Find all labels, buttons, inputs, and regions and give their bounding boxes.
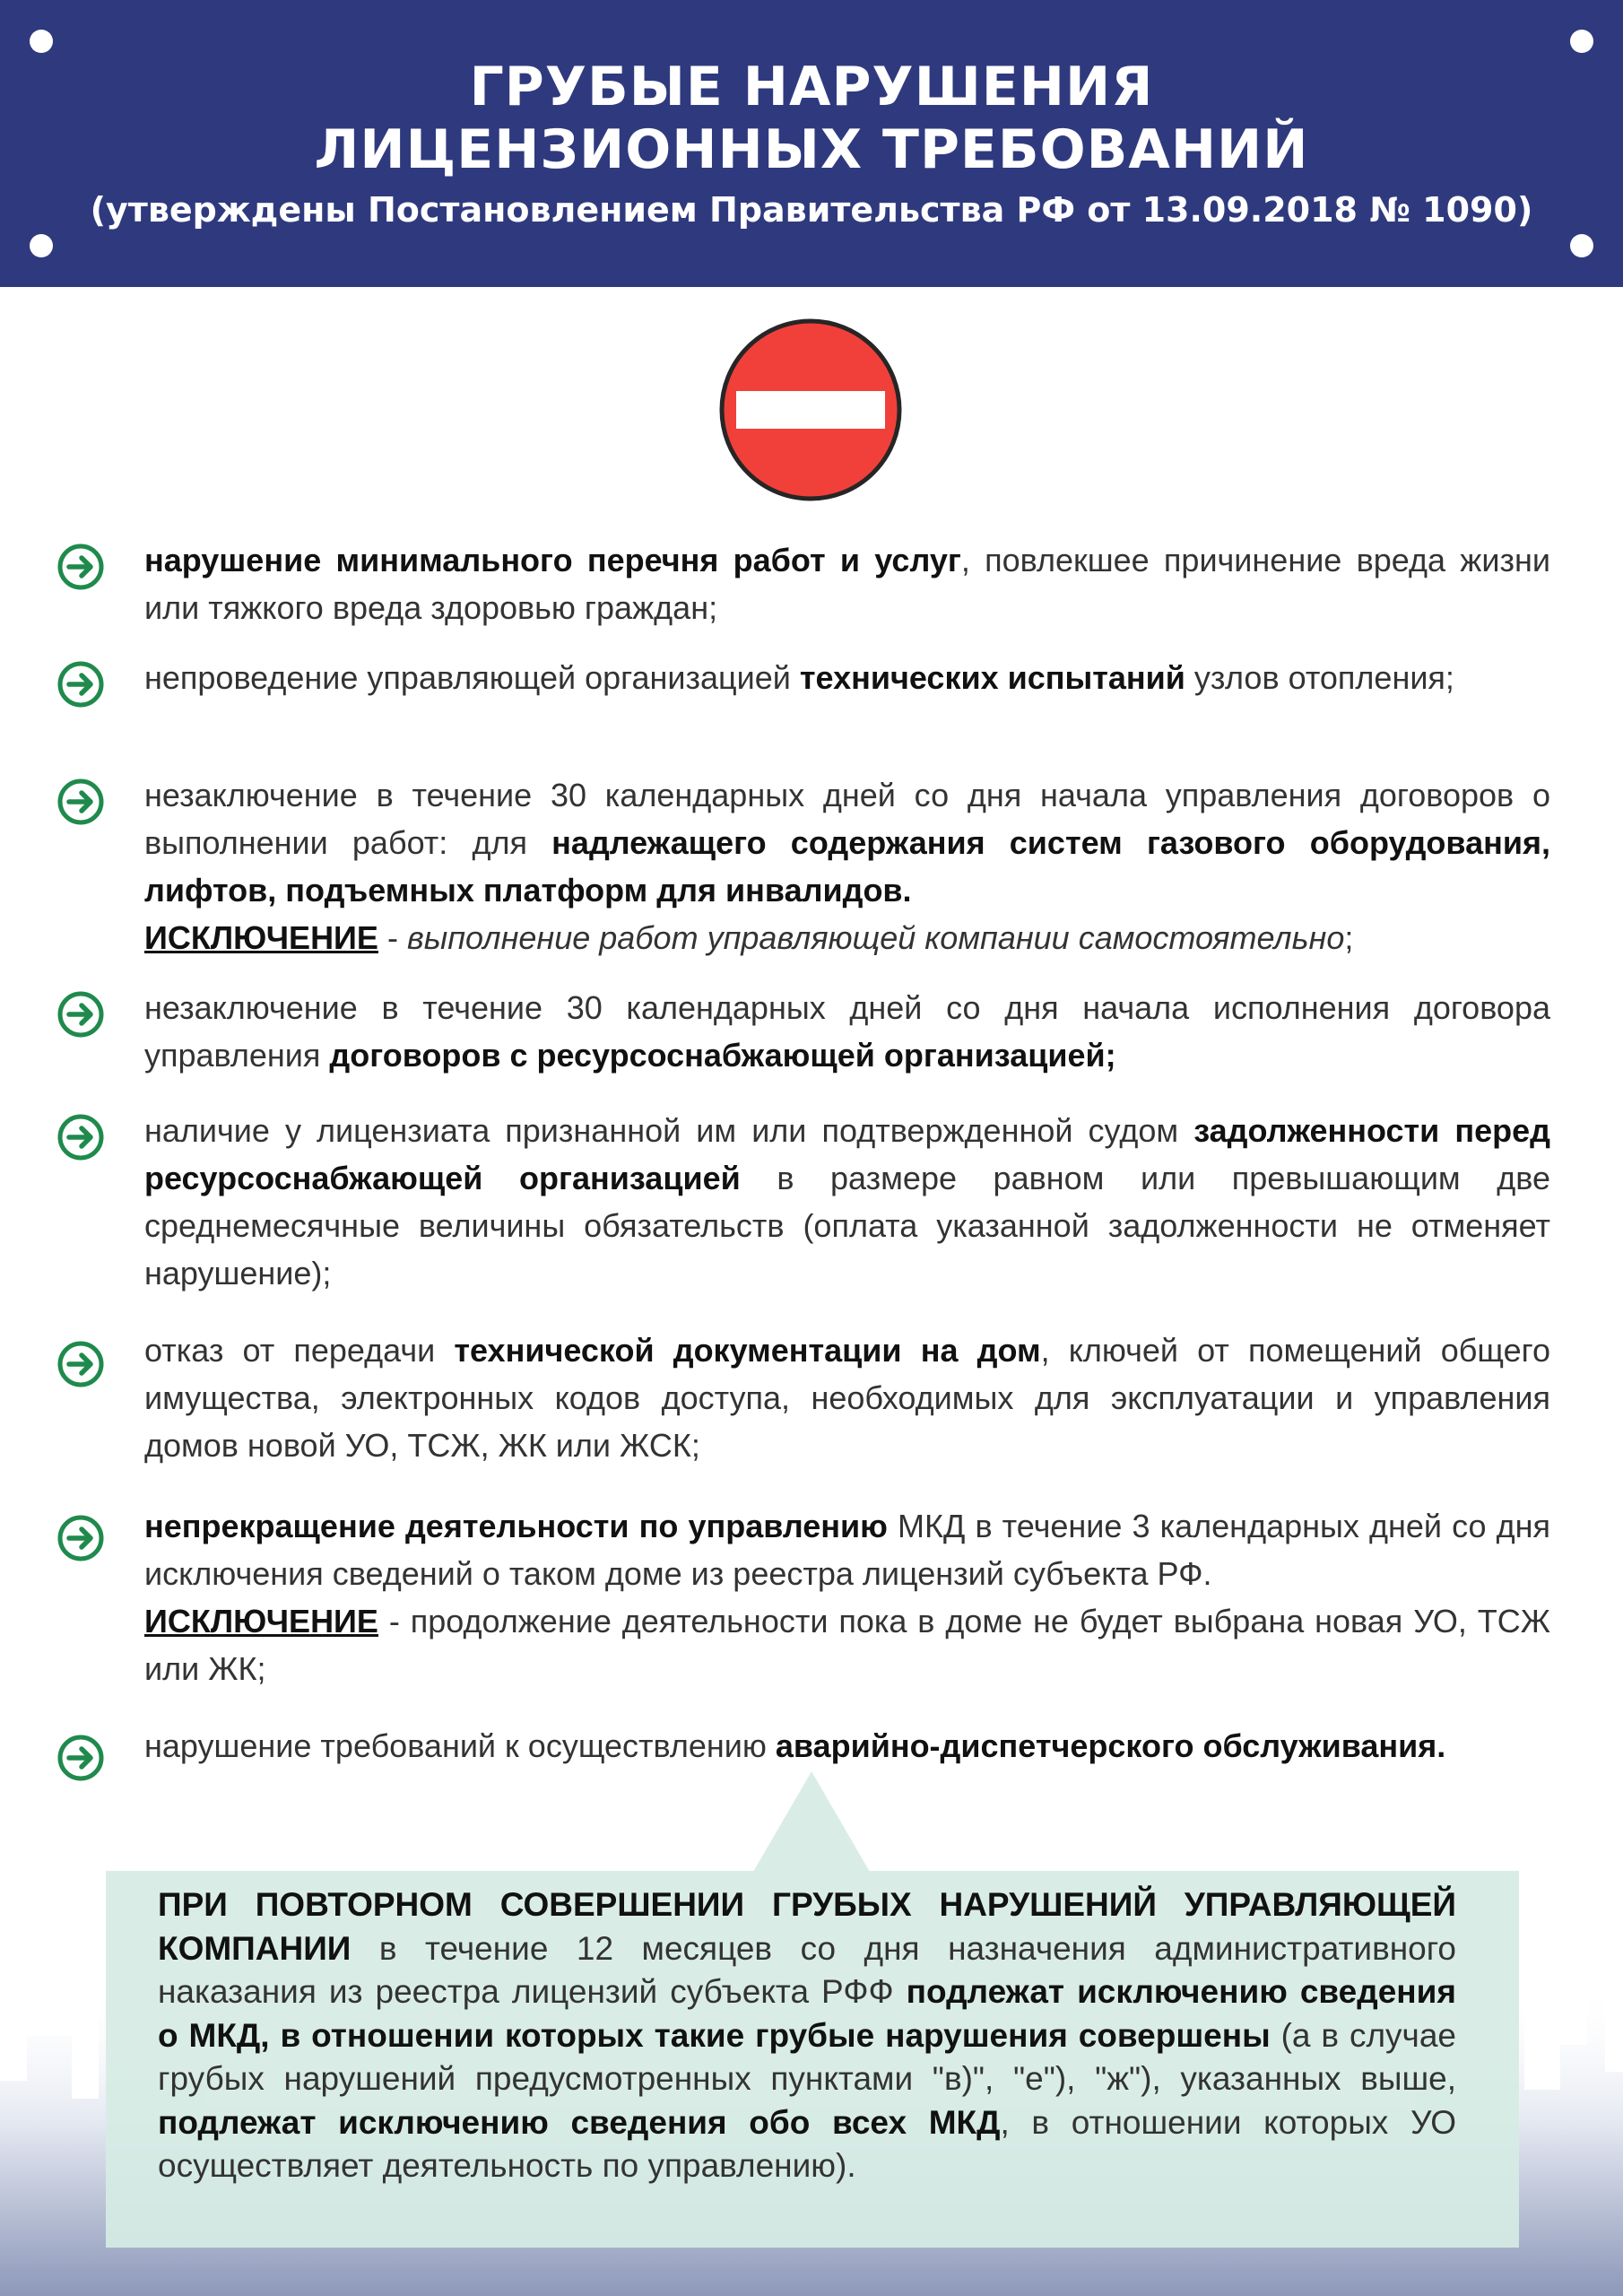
arrow-circle-right-icon	[56, 1513, 106, 1563]
no-entry-sign-icon	[718, 317, 903, 502]
list-item-text: непрекращение деятельности по управлению МКД в течение 3 календарных дней со дня исключения сведений о таком доме из реестра лицензий субъекта РФ. ИСКЛЮЧЕНИЕ - продолжение деятельности пока в доме не будет выбрана новая УО, ТСЖ или ЖК;	[144, 1508, 1550, 1687]
page-title-line-1: ГРУБЫЕ НАРУШЕНИЯ	[469, 56, 1154, 118]
repeat-violation-note	[106, 1871, 1519, 2248]
list-item-text: нарушение минимального перечня работ и услуг, повлекшее причинение вреда жизни или тяжкого вреда здоровью граждан;	[144, 542, 1550, 626]
arrow-circle-right-icon	[56, 1112, 106, 1162]
corner-dot	[30, 30, 53, 53]
corner-dot	[1570, 30, 1593, 53]
list-item-text: непроведение управляющей организацией технических испытаний узлов отопления;	[144, 659, 1454, 696]
note-text: ПРИ ПОВТОРНОМ СОВЕРШЕНИИ ГРУБЫХ НАРУШЕНИЙ УПРАВЛЯЮЩЕЙ КОМПАНИИ в течение 12 месяцев со дня назначения административного наказания из реестра лицензий субъекта РФФ подлежат исключению сведения о МКД, в отношении которых такие грубые нарушения совершены (а в случае грубых нарушений предусмотренных пунктами "в)", "е"), "ж"), указанных выше, подлежат исключению сведения обо всех МКД, в отношении которых УО осуществляет деятельность по управлению).	[158, 1886, 1457, 2184]
corner-dot	[1570, 234, 1593, 257]
corner-dot	[30, 234, 53, 257]
page-subtitle: (утверждены Постановлением Правительства РФ от 13.09.2018 № 1090)	[90, 190, 1533, 230]
arrow-circle-right-icon	[56, 542, 106, 592]
arrow-circle-right-icon	[56, 989, 106, 1039]
arrow-circle-right-icon	[56, 777, 106, 827]
arrow-circle-right-icon	[56, 1733, 106, 1783]
list-item-text: нарушение требований к осуществлению аварийно-диспетчерского обслуживания.	[144, 1727, 1446, 1764]
list-item-text: наличие у лицензиата признанной им или подтвержденной судом задолженности перед ресурсоснабжающей организацией в размере равном или превышающим две среднемесячные величины обязательств (оплата указанной задолженности не отменяет нарушение);	[144, 1112, 1550, 1292]
list-item-text: отказ от передачи технической документации на дом, ключей от помещений общего имущества, электронных кодов доступа, необходимых для эксплуатации и управления домов новой УО, ТСЖ, ЖК или ЖСК;	[144, 1332, 1550, 1464]
callout-pointer	[753, 1771, 870, 1872]
page-title-line-2: ЛИЦЕНЗИОННЫХ ТРЕБОВАНИЙ	[314, 118, 1309, 181]
arrow-circle-right-icon	[56, 1339, 106, 1389]
list-item-text: незаключение в течение 30 календарных дней со дня начала исполнения договора управления договоров с ресурсоснабжающей организацией;	[144, 989, 1550, 1074]
list-item-text: незаключение в течение 30 календарных дней со дня начала управления договоров о выполнении работ: для надлежащего содержания систем газового оборудования, лифтов, подъемных платформ для инвалидов. ИСКЛЮЧЕНИЕ - выполнение работ управляющей компании самостоятельно;	[144, 777, 1550, 956]
header-banner	[0, 0, 1623, 287]
arrow-circle-right-icon	[56, 659, 106, 709]
